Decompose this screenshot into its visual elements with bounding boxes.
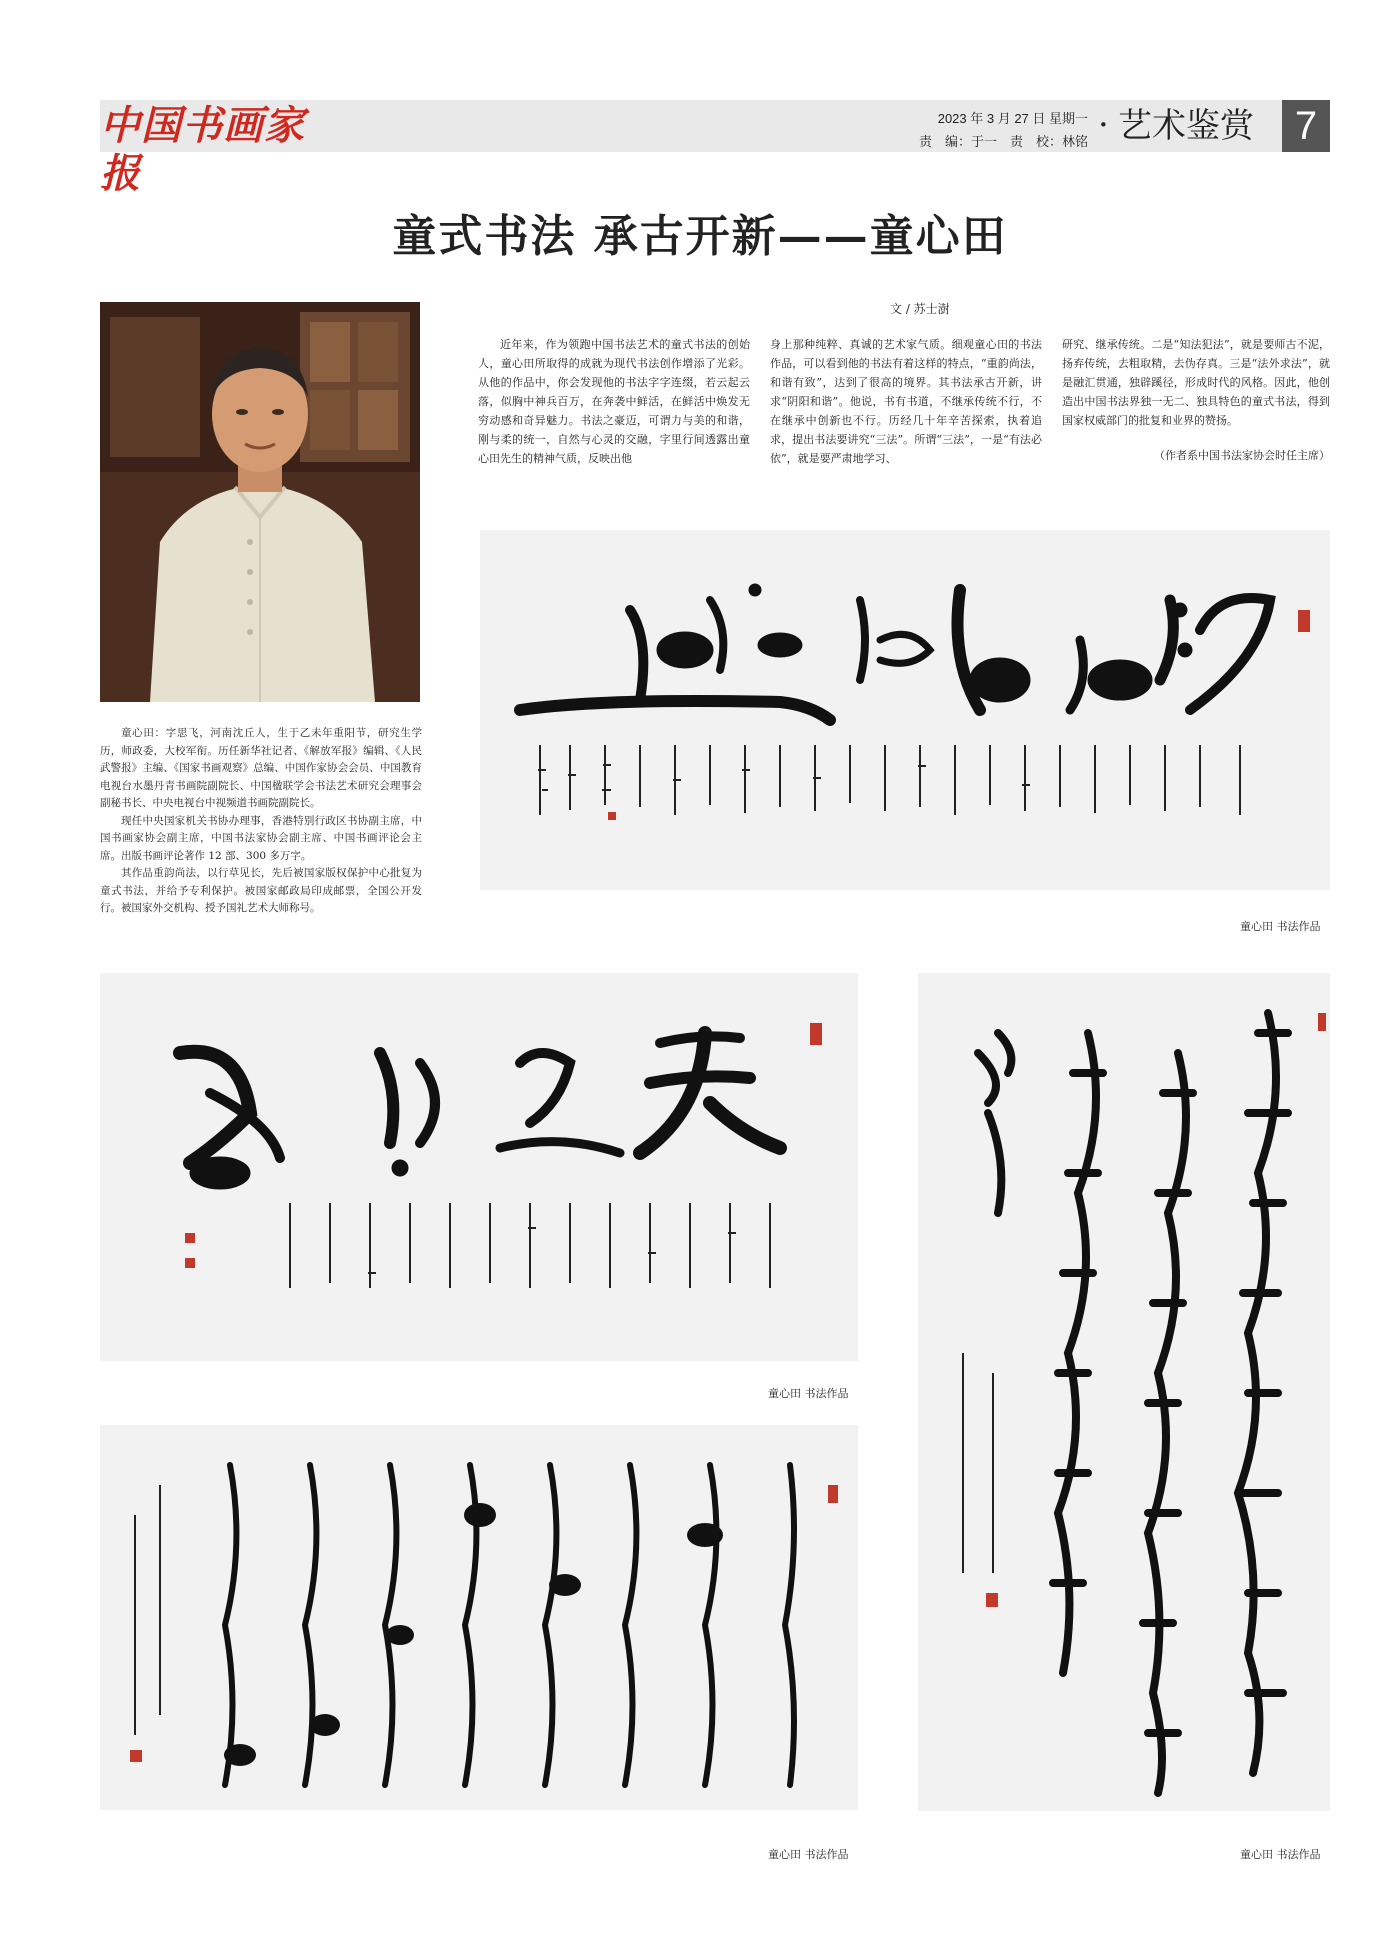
masthead-logo: 中国书画家报	[100, 102, 305, 197]
editor-credits: 责 编：于一 责 校：林铭	[918, 134, 1088, 149]
bio-paragraph: 现任中央国家机关书协办理事，香港特别行政区书协副主席，中国书画家协会副主席，中国书法家协会副主席、中国书画评论会主席。出版书画评论著作 12 部、300 多万字。	[100, 814, 422, 862]
article-headline: 童式书法 承古开新——童心田	[392, 211, 1008, 262]
calligraphy-artwork-2	[100, 973, 858, 1361]
bio-paragraph: 童心田：字思飞，河南沈丘人，生于乙未年重阳节，研究生学历，师政委，大校军衔。历任新华社记者、《解放军报》编辑、《人民武警报》主编、《国家书画观察》总编、中国作家协会会员、中国教育电视台水墨丹青书画院副院长、中国楹联学会书法艺术研究会理事会副秘书长、中央电视台中视频道书画院副院长。	[100, 727, 422, 809]
page-number: 7	[1282, 100, 1330, 152]
article-column-2: 身上那种纯粹、真诚的艺术家气质。细观童心田的书法作品，可以看到他的书法有着这样的特点，“重韵尚法，和谐有致”，达到了很高的境界。其书法承古开新，讲求“阴阳和谐”。他说，书有书道，不继承传统不行，不在继承中创新也不行。历经几十年辛苦探索，执着追求，提出书法要讲究“三法”。所谓“三法”，一是“有法必依”，就是要严肃地学习、	[770, 338, 1042, 465]
calligraphy-ink-strokes	[918, 973, 1330, 1811]
artwork-caption: 童心田 书法作品	[768, 1387, 849, 1400]
bio-paragraph: 其作品重韵尚法，以行草见长，先后被国家版权保护中心批复为童式书法，并给予专利保护。被国家邮政局印成邮票，全国公开发行。被国家外交机构、授予国礼艺术大师称号。	[100, 867, 422, 914]
article-column-1: 近年来，作为领跑中国书法艺术的童式书法的创始人，童心田所取得的成就为现代书法创作增添了光彩。从他的作品中，你会发现他的书法字字连缀，若云起云落，似胸中神兵百万，在奔袭中鲜活，在鲜活中焕发无穷动感和奇异魅力。书法之豪迈，可谓力与美的和谐，刚与柔的统一，自然与心灵的交融，字里行间透露出童心田先生的精神气质，反映出他	[478, 338, 750, 465]
author-bio	[100, 725, 422, 918]
calligraphy-artwork-4	[100, 1425, 858, 1810]
issue-date: 2023 年 3 月 27 日 星期一	[937, 111, 1088, 126]
portrait-illustration	[100, 302, 420, 702]
calligraphy-artwork-3	[918, 973, 1330, 1811]
artwork-caption: 童心田 书法作品	[1240, 920, 1321, 933]
portrait-photo	[100, 302, 420, 702]
article-byline: 文 / 苏士澍	[890, 302, 950, 316]
calligraphy-artwork-1	[480, 530, 1330, 890]
artwork-caption: 童心田 书法作品	[768, 1848, 849, 1861]
calligraphy-ink-strokes	[480, 530, 1330, 890]
calligraphy-ink-strokes	[100, 973, 858, 1361]
section-bullet-icon: ·	[1098, 105, 1109, 145]
section-name: 艺术鉴赏	[1118, 106, 1254, 146]
author-note: （作者系中国书法家协会时任主席）	[1154, 449, 1330, 462]
calligraphy-ink-strokes	[100, 1425, 858, 1810]
article-column-3: 研究、继承传统。二是“知法犯法”，就是要师古不泥，扬弃传统，去粗取精，去伪存真。三是“法外求法”，就是融汇贯通，独辟蹊径，形成时代的风格。因此，他创造出中国书法界独一无二、独具特色的童式书法，得到国家权威部门的批复和业界的赞扬。	[1062, 338, 1330, 427]
artwork-caption: 童心田 书法作品	[1240, 1848, 1321, 1861]
